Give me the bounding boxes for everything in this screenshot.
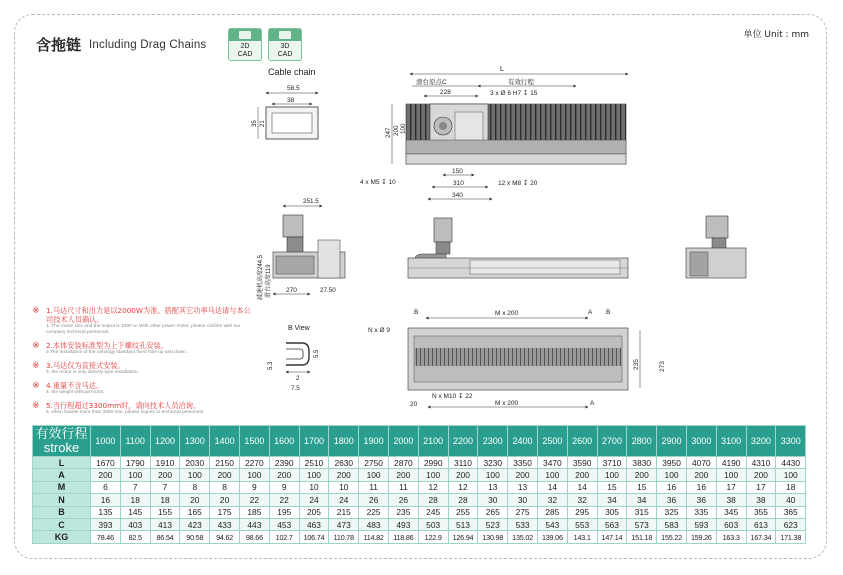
dim-27-50: 27.50 (320, 287, 336, 294)
table-cell: 18 (776, 481, 806, 493)
table-cell: 7 (150, 481, 180, 493)
table-cell: 100 (597, 469, 627, 481)
table-cell: 603 (716, 518, 746, 530)
stroke-column-header: 2100 (418, 426, 448, 457)
row-label: M (33, 481, 91, 493)
reducer-height-label: 减速机高度244.5 (258, 254, 264, 300)
stroke-column-header: 1000 (91, 426, 121, 457)
table-cell: 100 (299, 469, 329, 481)
title-chinese: 含拖链 (36, 36, 82, 54)
table-cell: 200 (627, 469, 657, 481)
table-cell: 30 (478, 494, 508, 506)
dim-N-9: N x Ø 9 (368, 327, 391, 334)
slide-origin-label: 滑台原点C (416, 79, 447, 86)
table-cell: 8 (180, 481, 210, 493)
table-cell: 167.34 (746, 531, 776, 543)
3d-cad-button[interactable]: 3D CAD (268, 28, 302, 61)
table-cell: 3110 (448, 457, 478, 469)
table-cell: 225 (359, 506, 389, 518)
table-cell: 473 (329, 518, 359, 530)
table-cell: 533 (508, 518, 538, 530)
dim-A-bottom: A (590, 400, 595, 407)
table-cell: 165 (180, 506, 210, 518)
stroke-column-header: 2300 (478, 426, 508, 457)
table-cell: 34 (597, 494, 627, 506)
stroke-column-header: 2600 (567, 426, 597, 457)
b-view-label: B View (288, 325, 310, 332)
stroke-header: 有效行程 stroke (33, 426, 91, 457)
table-cell: 453 (269, 518, 299, 530)
table-cell: 147.14 (597, 531, 627, 543)
table-cell: 151.18 (627, 531, 657, 543)
dim-310: 310 (453, 180, 464, 187)
table-cell: 200 (91, 469, 121, 481)
table-cell: 523 (478, 518, 508, 530)
stroke-column-header: 2800 (627, 426, 657, 457)
table-cell: 16 (657, 481, 687, 493)
table-cell: 13 (508, 481, 538, 493)
stroke-column-header: 3000 (686, 426, 716, 457)
table-cell: 118.86 (388, 531, 418, 543)
table-cell: 573 (627, 518, 657, 530)
table-cell: 11 (359, 481, 389, 493)
dim-200: 200 (393, 125, 400, 136)
table-cell: 513 (448, 518, 478, 530)
table-cell: 3350 (508, 457, 538, 469)
table-cell: 20 (210, 494, 240, 506)
table-cell: 100 (537, 469, 567, 481)
stroke-column-header: 2500 (537, 426, 567, 457)
table-cell: 403 (120, 518, 150, 530)
top-view (360, 66, 628, 199)
table-cell: 593 (686, 518, 716, 530)
table-cell: 185 (239, 506, 269, 518)
table-cell: 110.78 (329, 531, 359, 543)
table-cell: 4310 (746, 457, 776, 469)
table-cell: 32 (567, 494, 597, 506)
table-cell: 34 (627, 494, 657, 506)
stroke-column-header: 1700 (299, 426, 329, 457)
stroke-column-header: 1100 (120, 426, 150, 457)
table-cell: 22 (239, 494, 269, 506)
table-cell: 365 (776, 506, 806, 518)
table-cell: 2750 (359, 457, 389, 469)
table-cell: 28 (418, 494, 448, 506)
table-cell: 36 (686, 494, 716, 506)
table-cell: 563 (597, 518, 627, 530)
dim-38: 38 (287, 97, 295, 104)
cable-chain-section (252, 67, 318, 139)
table-cell: 100 (776, 469, 806, 481)
table-cell: 2270 (239, 457, 269, 469)
table-cell: 90.58 (180, 531, 210, 543)
table-cell: 200 (508, 469, 538, 481)
table-cell: 200 (210, 469, 240, 481)
front-view (408, 218, 628, 278)
table-cell: 100 (418, 469, 448, 481)
table-cell: 24 (329, 494, 359, 506)
m8-spec: 12 x M8 ↧ 20 (498, 180, 538, 187)
table-cell: 3230 (478, 457, 508, 469)
dim-21: 21 (260, 120, 266, 127)
table-cell: 200 (329, 469, 359, 481)
dim-5-3: 5.3 (268, 361, 274, 370)
unit-label: 单位 Unit : mm (743, 30, 809, 40)
table-cell: 100 (120, 469, 150, 481)
b-view (268, 325, 320, 392)
end-view (686, 216, 746, 278)
dim-273: 273 (659, 361, 666, 372)
table-cell: 215 (329, 506, 359, 518)
dim-L: L (500, 66, 504, 73)
table-cell: 114.82 (359, 531, 389, 543)
table-cell: 315 (627, 506, 657, 518)
table-cell: 543 (537, 518, 567, 530)
stroke-column-header: 3200 (746, 426, 776, 457)
table-cell: 26 (388, 494, 418, 506)
table-cell: 295 (567, 506, 597, 518)
table-cell: 483 (359, 518, 389, 530)
table-cell: 159.26 (686, 531, 716, 543)
table-cell: 175 (210, 506, 240, 518)
table-cell: 2630 (329, 457, 359, 469)
note-item: ※ 2.本体安装标准型为上下螺纹孔安装。 2.The installation of the ontology standard fixed hole up and down. (32, 341, 188, 355)
row-label: N (33, 494, 91, 506)
table-cell: 143.1 (567, 531, 597, 543)
table-cell: 200 (269, 469, 299, 481)
table-cell: 493 (388, 518, 418, 530)
cable-chain-label: Cable chain (268, 67, 316, 77)
stroke-column-header: 3300 (776, 426, 806, 457)
title-english: Including Drag Chains (89, 38, 207, 51)
dim-228: 228 (440, 89, 451, 96)
table-cell: 3830 (627, 457, 657, 469)
table-cell: 200 (746, 469, 776, 481)
table-cell: 325 (657, 506, 687, 518)
table-cell: 12 (448, 481, 478, 493)
stroke-column-header: 2400 (508, 426, 538, 457)
table-cell: 2150 (210, 457, 240, 469)
table-cell: 106.74 (299, 531, 329, 543)
table-row (33, 469, 806, 481)
table-row (33, 531, 806, 543)
table-cell: 15 (627, 481, 657, 493)
table-cell: 2870 (388, 457, 418, 469)
table-cell: 3590 (567, 457, 597, 469)
stroke-column-header: 1200 (150, 426, 180, 457)
table-cell: 16 (686, 481, 716, 493)
dim-20: 20 (410, 401, 418, 408)
table-cell: 135.02 (508, 531, 538, 543)
table-cell: 10 (329, 481, 359, 493)
table-cell: 26 (359, 494, 389, 506)
table-cell: 1670 (91, 457, 121, 469)
specification-table (32, 425, 806, 544)
table-cell: 24 (299, 494, 329, 506)
stroke-column-header: 1400 (210, 426, 240, 457)
dim-M200: M x 200 (495, 310, 519, 317)
table-cell: 3950 (657, 457, 687, 469)
note-item: ※ 1.马达尺寸和出力是以2000W为准。搭配其它功率马达请与本公司技术人员确认。 1. The motor size and the output is 1000 w. With other power motor, please confirm with our company technical personnel. (32, 306, 251, 335)
table-cell: 100 (180, 469, 210, 481)
stroke-column-header: 1600 (269, 426, 299, 457)
slide-height-label: 滑台高度119 (266, 264, 272, 298)
table-cell: 18 (120, 494, 150, 506)
dim-100: 100 (400, 123, 407, 134)
table-cell: 275 (508, 506, 538, 518)
table-cell: 200 (567, 469, 597, 481)
dim-340: 340 (452, 192, 463, 199)
dim-7-5: 7.5 (291, 385, 300, 392)
dim-235: 235 (633, 359, 640, 370)
table-cell: 100 (359, 469, 389, 481)
dim-M10: N x M10 ↧ 22 (432, 393, 473, 400)
table-cell: 22 (269, 494, 299, 506)
table-cell: 139.06 (537, 531, 567, 543)
dim-2: 2 (296, 375, 300, 382)
table-cell: 3710 (597, 457, 627, 469)
table-cell: 155.22 (657, 531, 687, 543)
dim-B: B (414, 309, 419, 316)
row-label: B (33, 506, 91, 518)
dim-35: 35 (252, 120, 258, 127)
table-cell: 12 (418, 481, 448, 493)
table-cell: 2030 (180, 457, 210, 469)
table-cell: 32 (537, 494, 567, 506)
dim-251-5: 251.5 (303, 198, 319, 205)
table-cell: 200 (388, 469, 418, 481)
table-cell: 145 (120, 506, 150, 518)
note-item: ※ 3.马达仅为直接式安装。 3. the motor is only directly type installation. (32, 361, 139, 375)
table-row (33, 494, 806, 506)
dim-5-5: 5.5 (314, 349, 320, 358)
table-cell: 14 (567, 481, 597, 493)
table-cell: 355 (746, 506, 776, 518)
row-label: A (33, 469, 91, 481)
table-cell: 3470 (537, 457, 567, 469)
stroke-column-header: 2200 (448, 426, 478, 457)
table-cell: 8 (210, 481, 240, 493)
dim-58-5: 58.5 (287, 85, 300, 92)
bottom-view (368, 309, 666, 408)
table-cell: 413 (150, 518, 180, 530)
table-cell: 4430 (776, 457, 806, 469)
table-cell: 20 (180, 494, 210, 506)
table-cell: 38 (716, 494, 746, 506)
table-cell: 17 (716, 481, 746, 493)
table-cell: 15 (597, 481, 627, 493)
stroke-column-header: 2700 (597, 426, 627, 457)
table-row (33, 518, 806, 530)
row-label: L (33, 457, 91, 469)
table-cell: 623 (776, 518, 806, 530)
table-cell: 345 (716, 506, 746, 518)
table-cell: 98.66 (239, 531, 269, 543)
stroke-column-header: 1900 (359, 426, 389, 457)
table-cell: 11 (388, 481, 418, 493)
table-row (33, 481, 806, 493)
stroke-column-header: 2900 (657, 426, 687, 457)
table-cell: 503 (418, 518, 448, 530)
table-cell: 613 (746, 518, 776, 530)
table-cell: 78.46 (91, 531, 121, 543)
table-cell: 553 (567, 518, 597, 530)
table-cell: 205 (299, 506, 329, 518)
dim-247: 247 (385, 127, 392, 138)
table-cell: 200 (686, 469, 716, 481)
stroke-column-header: 1800 (329, 426, 359, 457)
table-cell: 235 (388, 506, 418, 518)
hole-spec: 3 x Ø 6 H7 ↧ 15 (490, 90, 538, 97)
stroke-label: 有效行程 (508, 79, 534, 86)
table-cell: 2510 (299, 457, 329, 469)
table-row (33, 506, 806, 518)
table-header-row (33, 426, 806, 457)
table-cell: 2990 (418, 457, 448, 469)
table-cell: 40 (776, 494, 806, 506)
table-cell: 9 (239, 481, 269, 493)
table-cell: 17 (746, 481, 776, 493)
dim-A: A (588, 309, 593, 316)
table-cell: 14 (537, 481, 567, 493)
table-cell: 82.5 (120, 531, 150, 543)
table-row (33, 457, 806, 469)
table-cell: 163.3 (716, 531, 746, 543)
stroke-column-header: 1500 (239, 426, 269, 457)
table-cell: 463 (299, 518, 329, 530)
table-cell: 200 (448, 469, 478, 481)
stroke-column-header: 2000 (388, 426, 418, 457)
table-cell: 16 (91, 494, 121, 506)
table-cell: 36 (657, 494, 687, 506)
note-item: ※ 5.当行程超过3300mm时，请向技术人员洽询。 5. when travels more than 3300 mm, please inquire to technical personnel. (32, 401, 205, 415)
table-cell: 122.9 (418, 531, 448, 543)
table-cell: 393 (91, 518, 121, 530)
notes-list (32, 306, 257, 421)
table-cell: 171.38 (776, 531, 806, 543)
table-cell: 200 (150, 469, 180, 481)
table-cell: 6 (91, 481, 121, 493)
table-cell: 38 (746, 494, 776, 506)
table-cell: 13 (478, 481, 508, 493)
table-cell: 28 (448, 494, 478, 506)
table-cell: 130.98 (478, 531, 508, 543)
table-cell: 1910 (150, 457, 180, 469)
table-cell: 94.62 (210, 531, 240, 543)
table-cell: 423 (180, 518, 210, 530)
table-cell: 86.54 (150, 531, 180, 543)
table-cell: 1790 (120, 457, 150, 469)
table-cell: 583 (657, 518, 687, 530)
table-body (33, 457, 806, 544)
side-view (256, 198, 345, 300)
table-cell: 285 (537, 506, 567, 518)
stroke-column-header: 3100 (716, 426, 746, 457)
table-cell: 10 (299, 481, 329, 493)
dim-150: 150 (452, 168, 463, 175)
table-cell: 100 (478, 469, 508, 481)
table-cell: 433 (210, 518, 240, 530)
table-cell: 30 (508, 494, 538, 506)
table-cell: 135 (91, 506, 121, 518)
table-cell: 305 (597, 506, 627, 518)
table-cell: 155 (150, 506, 180, 518)
table-cell: 100 (716, 469, 746, 481)
table-cell: 195 (269, 506, 299, 518)
table-cell: 335 (686, 506, 716, 518)
2d-cad-button[interactable]: 2D CAD (228, 28, 262, 61)
table-cell: 9 (269, 481, 299, 493)
dim-270: 270 (286, 287, 297, 294)
table-cell: 245 (418, 506, 448, 518)
table-cell: 4190 (716, 457, 746, 469)
table-cell: 7 (120, 481, 150, 493)
table-cell: 2390 (269, 457, 299, 469)
table-cell: 126.94 (448, 531, 478, 543)
table-cell: 255 (448, 506, 478, 518)
dim-M200-bottom: M x 200 (495, 400, 519, 407)
row-label: C (33, 518, 91, 530)
note-item: ※ 4.重量不含马达。 4. the weight without motor. (32, 381, 105, 395)
table-cell: 102.7 (269, 531, 299, 543)
table-cell: 443 (239, 518, 269, 530)
row-label: KG (33, 531, 91, 543)
dim-B-2: B (606, 309, 611, 316)
table-cell: 4070 (686, 457, 716, 469)
table-cell: 100 (657, 469, 687, 481)
table-cell: 265 (478, 506, 508, 518)
table-cell: 18 (150, 494, 180, 506)
table-cell: 100 (239, 469, 269, 481)
m5-spec: 4 x M5 ↧ 10 (360, 179, 396, 186)
stroke-column-header: 1300 (180, 426, 210, 457)
